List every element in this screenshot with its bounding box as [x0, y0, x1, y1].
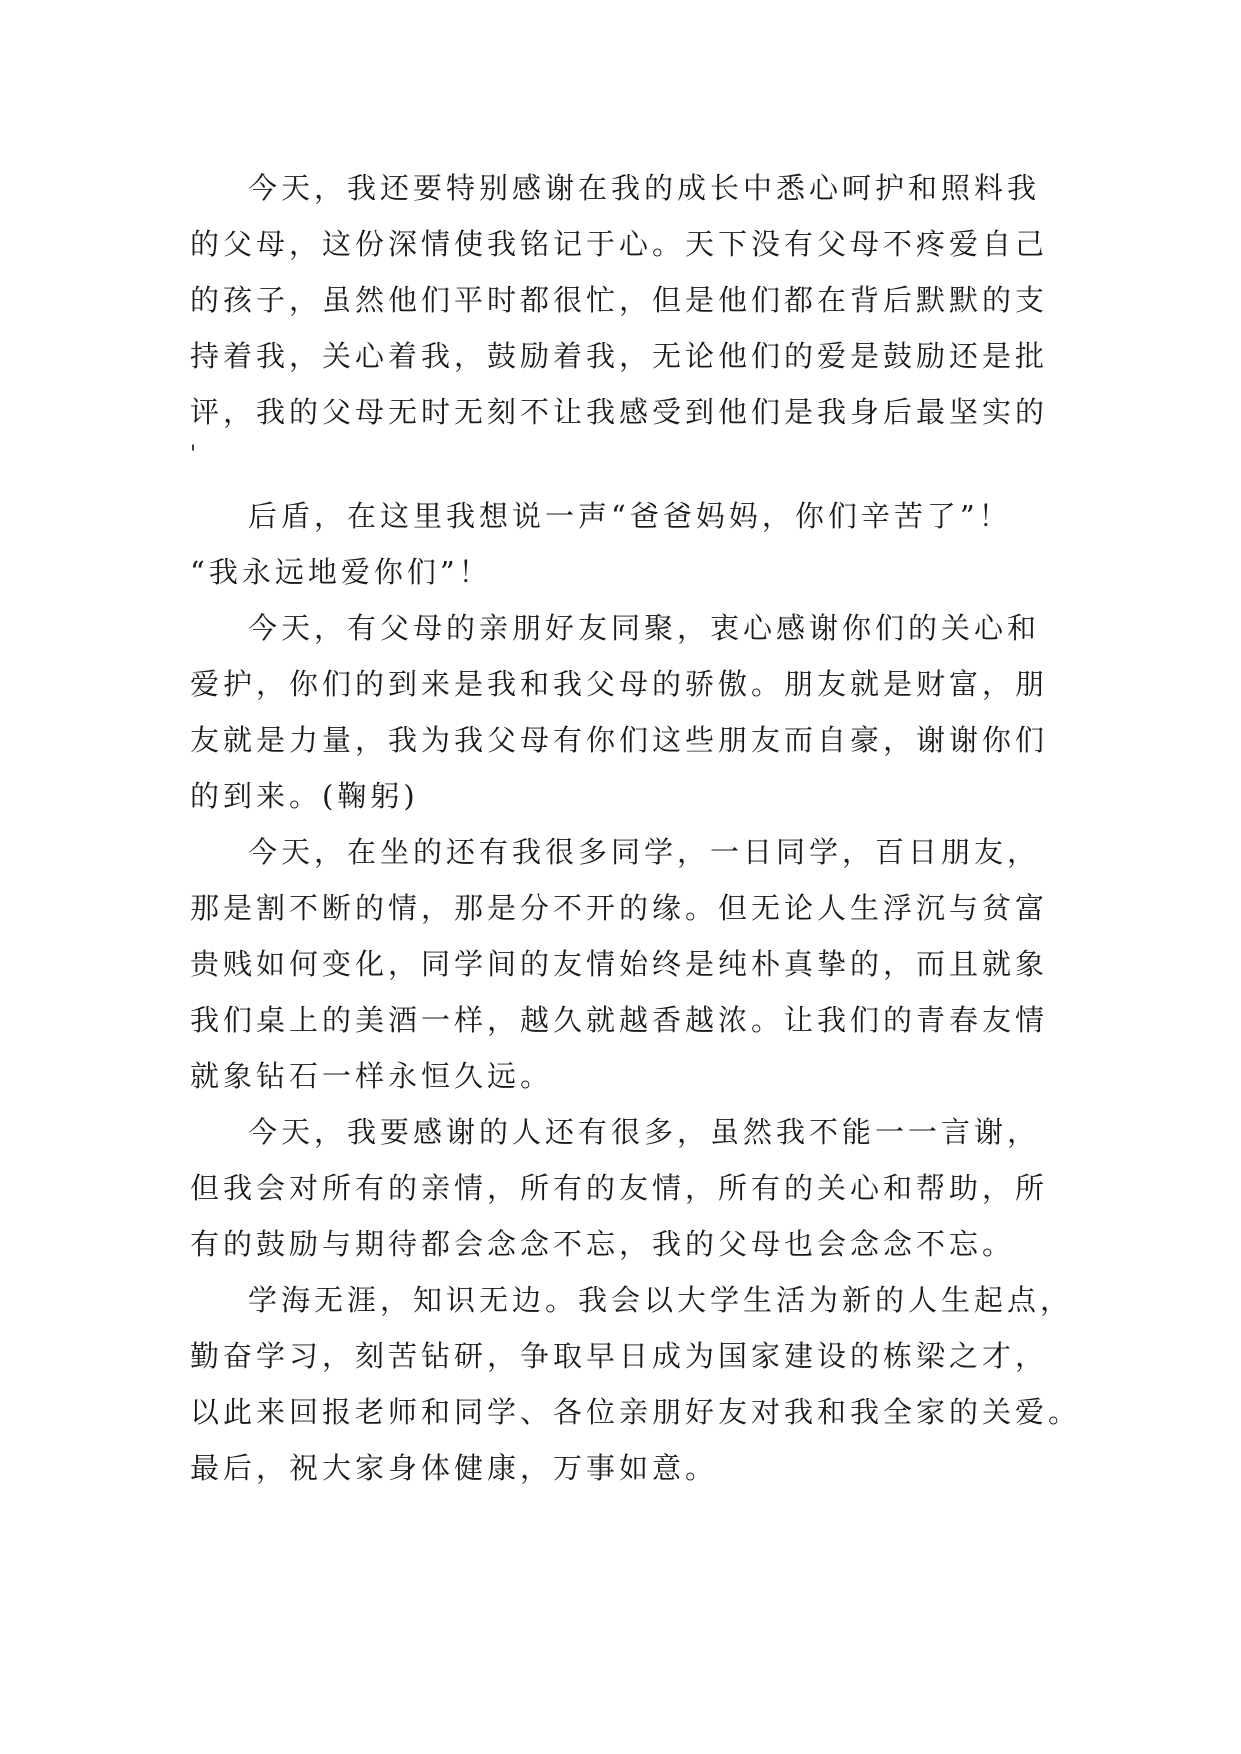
text-line: 后盾，在这里我想说一声“爸爸妈妈，你们辛苦了”！ [248, 499, 1012, 533]
text-line: 最后，祝大家身体健康，万事如意。 [190, 1451, 719, 1485]
text-line: 以此来回报老师和同学、各位亲朋好友对我和我全家的关爱。 [190, 1395, 1082, 1429]
text-line: 的孩子，虽然他们平时都很忙，但是他们都在背后默默的支 [190, 283, 1049, 317]
text-line: 的到来。(鞠躬) [190, 779, 419, 813]
paragraph-friends [190, 600, 1060, 824]
text-line: 友就是力量，我为我父母有你们这些朋友而自豪，谢谢你们 [190, 723, 1049, 757]
text-line: 今天，我要感谢的人还有很多，虽然我不能一一言谢， [248, 1115, 1041, 1149]
text-line: 持着我，关心着我，鼓励着我，无论他们的爱是鼓励还是批 [190, 339, 1049, 373]
text-line: 的父母，这份深情使我铭记于心。天下没有父母不疼爱自己 [190, 227, 1049, 261]
text-line: 勤奋学习，刻苦钻研，争取早日成为国家建设的栋梁之才， [190, 1339, 1049, 1373]
text-line: 今天，在坐的还有我很多同学，一日同学，百日朋友， [248, 835, 1041, 869]
text-line: 贵贱如何变化，同学间的友情始终是纯朴真挚的，而且就象 [190, 947, 1049, 981]
text-line: 有的鼓励与期待都会念念不忘，我的父母也会念念不忘。 [190, 1227, 1016, 1261]
text-line: 学海无涯，知识无边。我会以大学生活为新的人生起点， [248, 1283, 1074, 1317]
text-line: 我们桌上的美酒一样，越久就越香越浓。让我们的青春友情 [190, 1003, 1049, 1037]
document-body [190, 160, 1082, 1496]
paragraph-parents [190, 160, 1060, 488]
paragraph-gratitude [190, 1104, 1060, 1272]
paragraph-classmates [190, 824, 1060, 1104]
stray-mark: ' [190, 442, 201, 467]
text-line: 评，我的父母无时无刻不让我感受到他们是我身后最坚实的 [190, 395, 1049, 429]
paragraph-thanks-parents [190, 488, 1060, 600]
text-line: 但我会对所有的亲情，所有的友情，所有的关心和帮助，所 [190, 1171, 1049, 1205]
paragraph-closing [190, 1272, 1082, 1496]
text-line: 今天，我还要特别感谢在我的成长中悉心呵护和照料我 [248, 171, 1041, 205]
text-line: 就象钻石一样永恒久远。 [190, 1059, 554, 1093]
text-line: “我永远地爱你们”！ [190, 555, 492, 589]
text-line: 爱护，你们的到来是我和我父母的骄傲。朋友就是财富，朋 [190, 667, 1049, 701]
text-line: 今天，有父母的亲朋好友同聚，衷心感谢你们的关心和 [248, 611, 1041, 645]
text-line: 那是割不断的情，那是分不开的缘。但无论人生浮沉与贫富 [190, 891, 1049, 925]
